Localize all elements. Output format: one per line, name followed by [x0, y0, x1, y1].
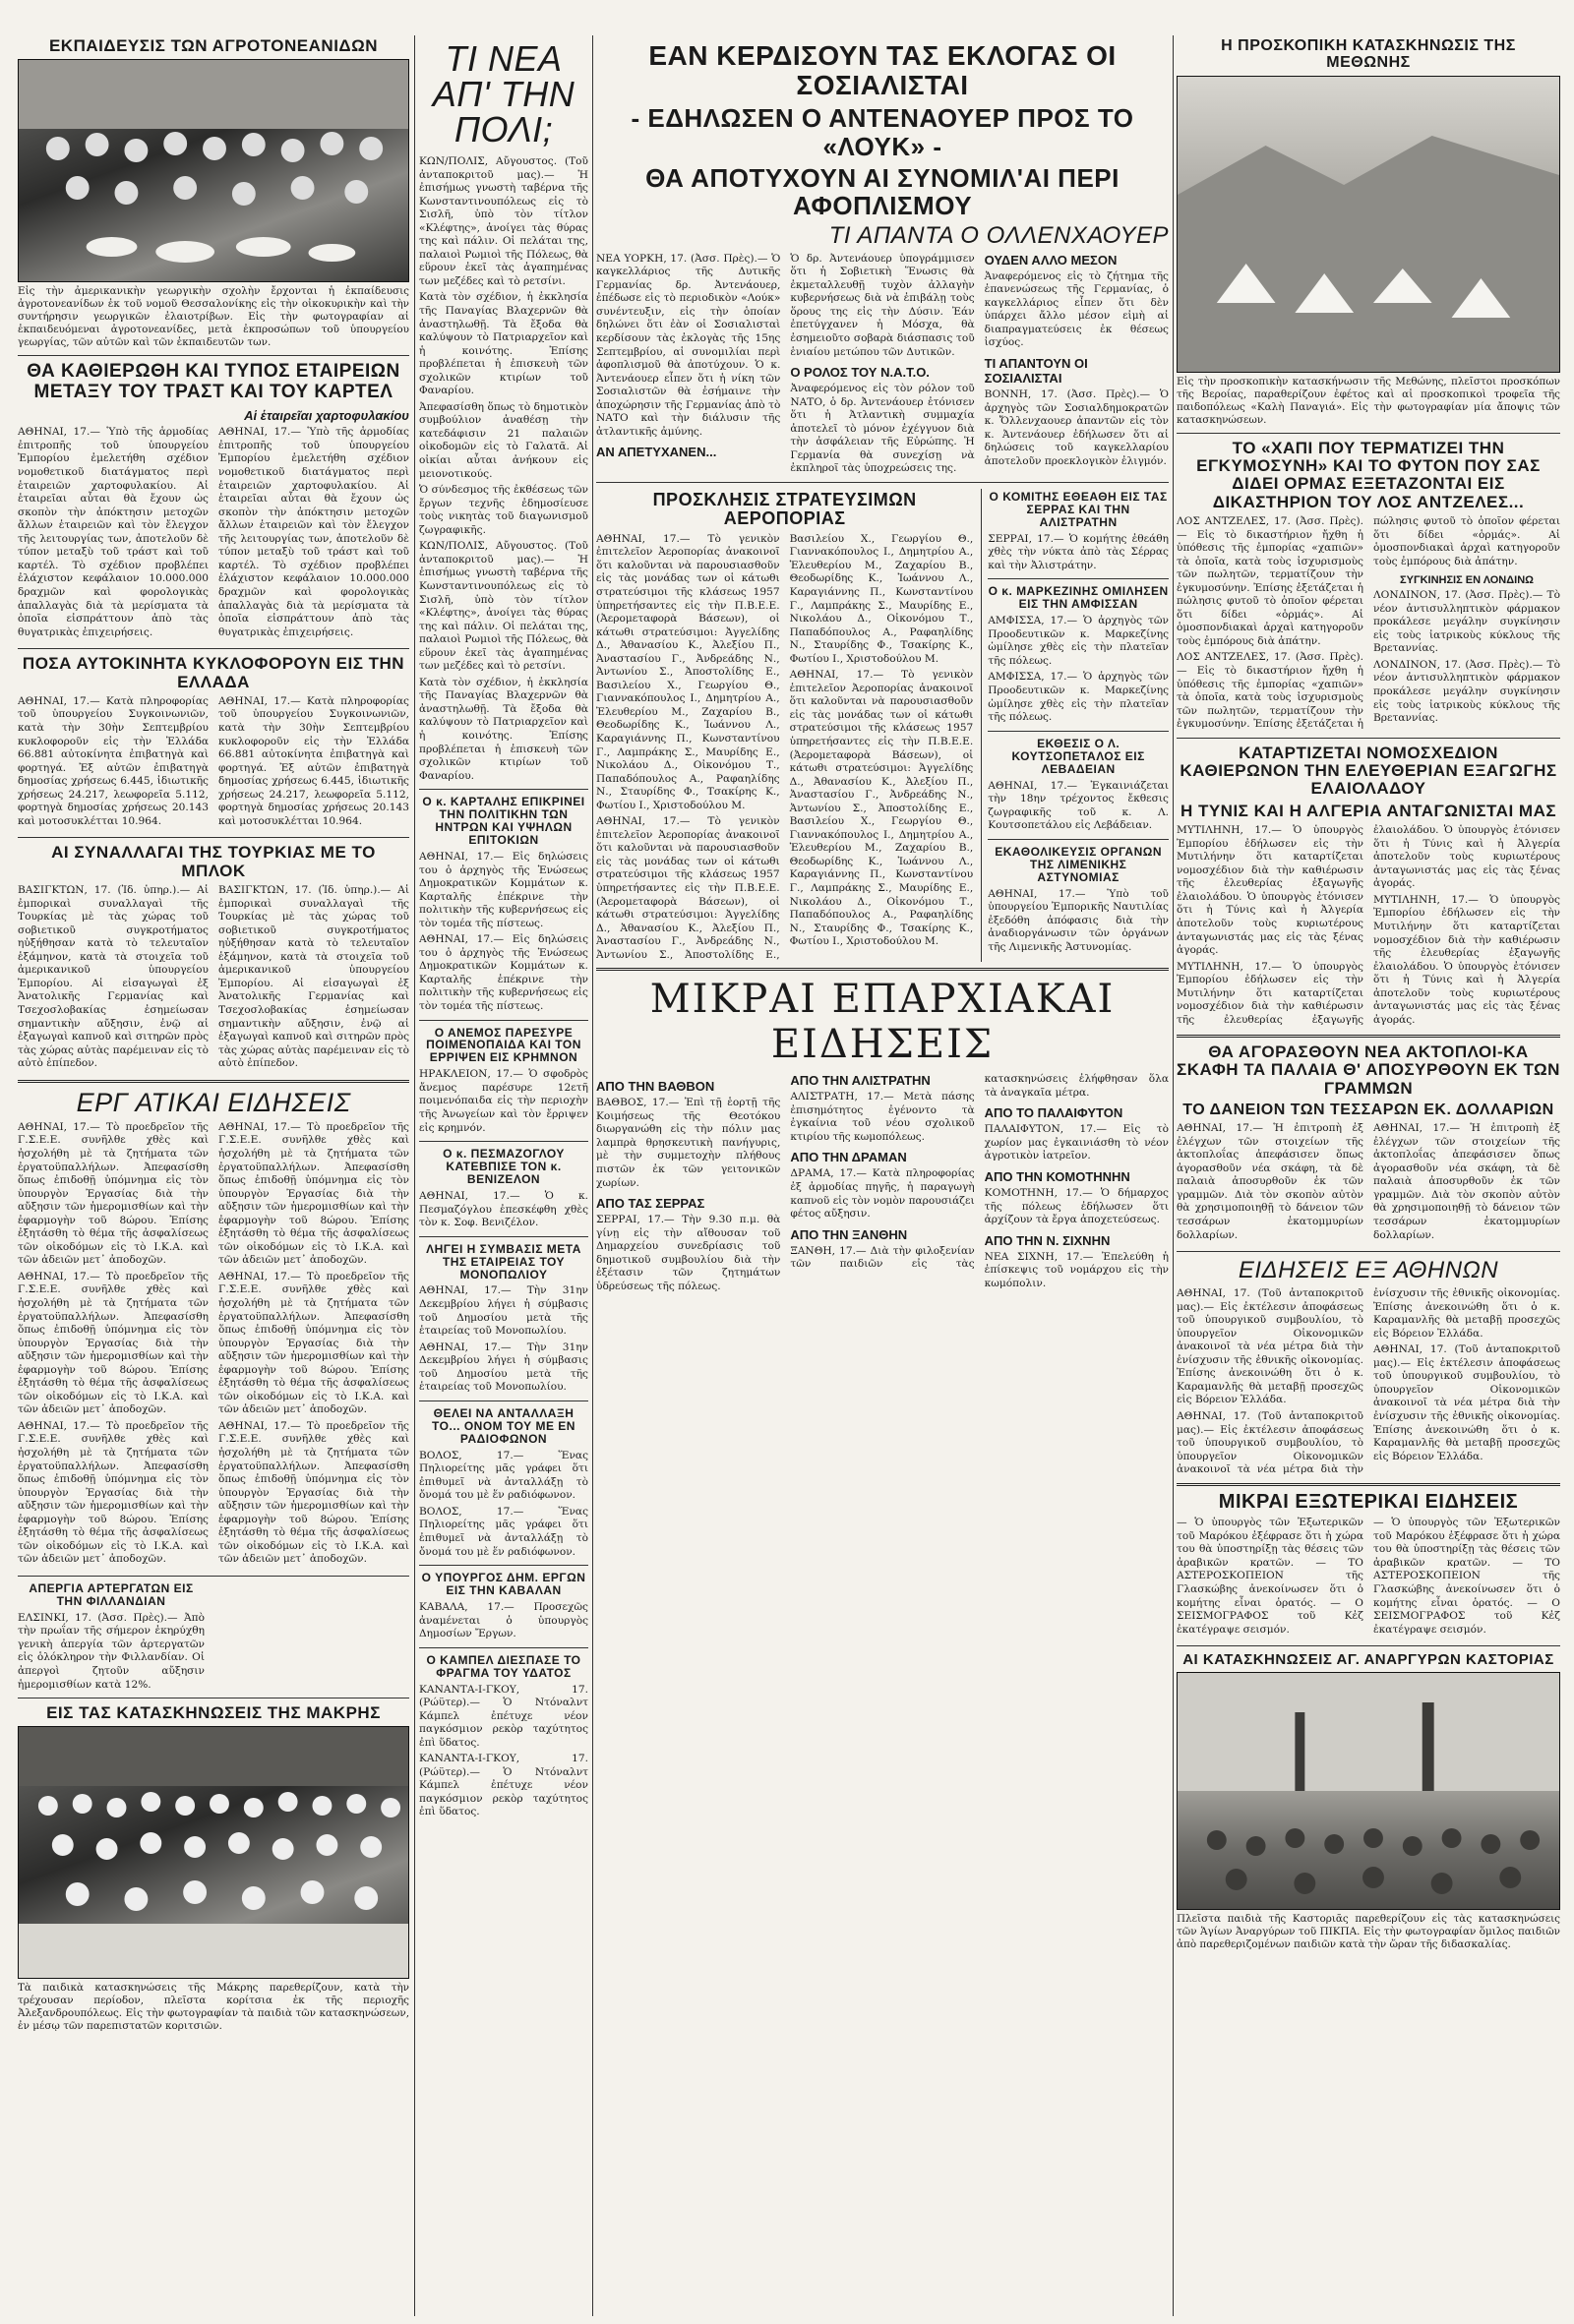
- story-text: ΛΟΣ ΑΝΤΖΕΛΕΣ, 17. (Ἀσσ. Πρὲς).— Εἰς τὸ δικαστήριον ἤχθη ἡ ὑπόθεσις τῆς ἐμπορίας «χαπιῶν» τὰ ὁποῖα, κατὰ τοὺς ἰσχυρισμοὺς τῶν πωλητῶν, τερματίζουν τὴν ἐγκυμοσύνην. Ἐπίσης ἐξετάζεται ἡ πώλησις φυτοῦ τὸ ὁποῖον φέρεται ὅτι δίδει «ὁρμάς». Αἱ ὁμοσπονδιακαὶ ἀρχαὶ κατηγοροῦν τοὺς ἐμπόρους διὰ ἀπάτην.: [1177, 514, 1363, 647]
- divider: [18, 837, 409, 838]
- story-text: ΚΑΝΑΝΤΑ-Ι-ΓΚΟΥ, 17. (Ρώϋτερ).— Ὁ Ντόναλντ Κάμπελ ἐπέτυχε νέον παγκόσμιον ρεκὸρ ταχύτητος ἐπὶ ὕδατος.: [419, 1683, 588, 1749]
- photo1-caption: Εἰς τὴν ἀμερικανικὴν γεωργικὴν σχολὴν ἔρχονται ἡ ἐκπαίδευσις ἀγροτονεανίδων ἐκ τοῦ νομοῦ Θεσσαλονίκης εἰς τὴν οἰκοκυρικὴν καὶ τὴν συντήρησιν γεωργικῶν ἐλαιοτρίβων. Εἰς τὴν φωτογραφίαν αἱ ἐκπαιδευόμεναι ἀγροτονεανίδες, μετὰ ἐκπροσώπων τοῦ ὑπουργείου γεωργίας, τῶν αὐτῶν καὶ τῶν ἐκπαιδευτῶν των.: [18, 285, 409, 349]
- prov-head: ΑΠΟ ΤΗΝ ΑΛΙΣΤΡΑΤΗΝ: [790, 1073, 931, 1089]
- story-text: ΒΟΝΝΗ, 17. (Ἀσσ. Πρὲς).— Ὁ ἀρχηγὸς τῶν Σοσιαλδημοκρατῶν κ. Ὄλλενχαουερ ἀπαντῶν εἰς τὸν κ. Ἀντενάουερ ἐδήλωσεν ὅτι αἱ δηλώσεις τοῦ καγκελλαρίου ἀποτελοῦν προεκλογικὸν ἐλιγμόν.: [984, 387, 1169, 467]
- story-text: ΑΘΗΝΑΙ, 17.— Ὑπὸ τοῦ ὑπουργείου Ἐμπορικῆς Ναυτιλίας ἐξεδόθη ἀπόφασις διὰ τὴν ἀναδιοργάνωσιν τῶν ὀργάνων τῆς Λιμενικῆς Ἀστυνομίας.: [988, 887, 1169, 953]
- photo-agricultural-girls: [18, 59, 409, 282]
- column-1: [18, 35, 409, 2039]
- divider: [18, 1576, 409, 1577]
- story-text: ΑΛΙΣΤΡΑΤΗ, 17.— Μετὰ πάσης ἐπισημότητος ἐγένοντο τὰ ἐγκαίνια τοῦ νέου σχολικοῦ κτιρίου τῆς κωμοπόλεως.: [790, 1091, 975, 1143]
- divider: [419, 1236, 588, 1237]
- group-photo-icon: [19, 60, 408, 281]
- story-text: ΝΕΑ ΣΙΧΝΗ, 17.— Ἐπελεύθη ἡ ἐπίσκεψις τοῦ νομάρχου εἰς τὴν κωμόπολιν.: [984, 1250, 1169, 1289]
- photo-scout-camp: [1177, 76, 1560, 373]
- story-cars-headline: ΠΟΣΑ ΑΥΤΟΚΙΝΗΤΑ ΚΥΚΛΟΦΟΡΟΥΝ ΕΙΣ ΤΗΝ ΕΛΛΑΔΑ: [22, 654, 405, 691]
- pill-headline: ΤΟ «ΧΑΠΙ ΠΟΥ ΤΕΡΜΑΤΙΖΕΙ ΤΗΝ ΕΓΚΥΜΟΣΥΝΗ» ΚΑΙ ΤΟ ΦΥΤΟΝ ΠΟΥ ΣΑΣ ΔΙΔΕΙ ΟΡΜΑΣ ΕΞΕΤΑΖΟΝΤΑΙ ΕΙΣ ΔΙΚΑΣΤΗΡΙΟΝ ΤΟΥ ΛΟΣ ΑΝΤΖΕΛΕΣ...: [1196, 438, 1541, 511]
- story-text: ΜΥΤΙΛΗΝΗ, 17.— Ὁ ὑπουργὸς Ἐμπορίου ἐδήλωσεν εἰς τὴν Μυτιλήνην ὅτι καταρτίζεται νομοσχέδιον διὰ τὴν καθιέρωσιν τῆς ἐλευθερίας ἐξαγωγῆς ἐλαιολάδου. Ὁ ὑπουργὸς ἐτόνισεν ὅτι ἡ Τύνις καὶ ἡ Ἀλγερία ἀποτελοῦν τοὺς κυριωτέρους ἀνταγωνιστάς μας εἰς τὰς ξένας ἀγοράς.: [1177, 824, 1560, 1026]
- city-news-title: ΤΙ ΝΕΑ ΑΠ' ΤΗΝ ΠΟΛΙ;: [432, 39, 575, 149]
- story-turkey-headline: ΑΙ ΣΥΝΑΛΛΑΓΑΙ ΤΗΣ ΤΟΥΡΚΙΑΣ ΜΕ ΤΟ ΜΠΛΟΚ: [51, 843, 376, 880]
- story-text: ΑΘΗΝΑΙ, 17.— Εἰς δηλώσεις του ὁ ἀρχηγὸς τῆς Ἑνώσεως Δημοκρατικῶν Κομμάτων κ. Καρταλῆς ἐπέκρινε τὴν πολιτικὴν τῆς κυβερνήσεως εἰς τὸν τομέα τῆς πίστεως.: [419, 933, 588, 1012]
- photo4-caption: Πλεῖστα παιδιὰ τῆς Καστοριᾶς παρεθερίζουν εἰς τὰς κατασκηνώσεις τῶν Ἁγίων Ἀναργύρων τοῦ ΠΙΚΠΑ. Εἰς τὴν φωτογραφίαν ὅμιλος παιδιῶν ἀπὸ παρεθεριζομένων παιδιῶν κατὰ τὴν ὥραν τῆς διδασκαλίας.: [1177, 1913, 1560, 1951]
- athens-news-headline: ΕΙΔΗΣΕΙΣ ΕΞ ΑΘΗΝΩΝ: [1238, 1257, 1499, 1284]
- story-text: ΑΘΗΝΑΙ, 17.— Τὸ προεδρεῖον τῆς Γ.Σ.Ε.Ε. συνῆλθε χθὲς καὶ ἠσχολήθη μὲ τὰ ζητήματα τῶν ἐργατοϋπαλλήλων. Ἀπεφασίσθη ὅπως ἐπιδοθῇ ὑπόμνημα εἰς τὸν ὑπουργὸν Ἐργασίας διὰ τὴν αὔξησιν τῶν ἡμερομισθίων καὶ τὴν ἐφαρμογὴν τοῦ 8ώρου. Ἐπίσης ἐξητάσθη τὸ θέμα τῆς ἀσφαλίσεως τῶν οἰκοδόμων εἰς τὸ Ι.Κ.Α. καὶ τῶν ἀδειῶν μετ᾽ ἀποδοχῶν.: [18, 1270, 209, 1416]
- athens-news-body: [1177, 1287, 1560, 1477]
- prov-head: ΑΠΟ ΤΗΝ ΔΡΑΜΑΝ: [790, 1150, 907, 1165]
- main-headline-2: - ΕΔΗΛΩΣΕΝ Ο ΑΝΤΕΝΑΟΥΕΡ ΠΡΟΣ ΤΟ «ΛΟΥΚ» -: [631, 103, 1134, 161]
- olive-oil-headline: ΚΑΤΑΡΤΙΖΕΤΑΙ ΝΟΜΟΣΧΕΔΙΟΝ ΚΑΘΙΕΡΩΝΟΝ ΤΗΝ ΕΛΕΥΘΕΡΙΑΝ ΕΞΑΓΩΓΗΣ ΕΛΑΙΟΛΑΔΟΥ: [1180, 743, 1557, 799]
- divider: [419, 789, 588, 790]
- main-headline-3: ΘΑ ΑΠΟΤΥΧΟΥΝ ΑΙ ΣΥΝΟΜΙΛ'ΑΙ ΠΕΡΙ ΑΦΟΠΛΙΣΜΟΥ: [645, 162, 1120, 220]
- photo3-title: Η ΠΡΟΣΚΟΠΙΚΗ ΚΑΤΑΣΚΗΝΩΣΙΣ ΤΗΣ ΜΕΘΩΝΗΣ: [1221, 37, 1516, 72]
- column-3: [596, 39, 1169, 1293]
- pesmazoglou-headline: Ο κ. ΠΕΣΜΑΖΟΓΛΟΥ ΚΑΤΕΒΠΙΣΕ ΤΟΝ κ. ΒΕΝΙΖΕΛΟΝ: [443, 1147, 565, 1187]
- crowd-photo-icon: [19, 1727, 408, 1978]
- divider: [419, 1565, 588, 1566]
- radio-headline: ΘΕΛΕΙ ΝΑ ΑΝΤΑΛΛΑΞΗ ΤΟ... ΟΝΟΜ ΤΟΥ ΜΕ ΕΝ ΡΑΔΙΟΦΩΝΟΝ: [432, 1405, 575, 1446]
- divider: [1177, 1035, 1560, 1038]
- story-text: ΑΘΗΝΑΙ, 17. (Τοῦ ἀνταποκριτοῦ μας).— Εἰς ἐκτέλεσιν ἀποφάσεως τοῦ ὑπουργικοῦ συμβουλίου, τὸ ὑπουργεῖον Οἰκονομικῶν ἀνακοινοῖ τὰ νέα μέτρα διὰ τὴν ἐνίσχυσιν τῆς ἐθνικῆς οἰκονομίας. Ἐπίσης ἀνεκοινώθη ὅτι ὁ κ. Καραμανλῆς θὰ μεταβῇ προσεχῶς εἰς Βόρειον Ἑλλάδα.: [1177, 1287, 1560, 1476]
- story-text: ΚΟΜΟΤΗΝΗ, 17.— Ὁ δήμαρχος τῆς πόλεως ἐδήλωσεν ὅτι ἀρχίζουν τὰ ἔργα ἀποχετεύσεως.: [984, 1187, 1169, 1226]
- story-text: — Ὁ ὑπουργὸς τῶν Ἐξωτερικῶν τοῦ Μαρόκου ἐξέφρασε ὅτι ἡ χώρα του θὰ ὑποστηρίξῃ τὰς θέσεις τῶν ἀραβικῶν κρατῶν. — ΤΟ ΑΣΤΕΡΟΣΚΟΠΕΙΟΝ τῆς Γλασκώβης ἀνεκοίνωσεν ὅτι ὁ κομήτης εἶναι ὁρατός. — Ο ΣΕΙΣΜΟΓΡΑΦΟΣ τοῦ Κἐζ ἐκατέγραψε σεισμόν.: [1177, 1517, 1363, 1636]
- main-headline-1: ΕΑΝ ΚΕΡΔΙΣΟΥΝ ΤΑΣ ΕΚΛΟΓΑΣ ΟΙ ΣΟΣΙΑΛΙΣΤΑΙ: [648, 40, 1117, 101]
- story-text: ΑΘΗΝΑΙ, 17.— Εἰς δηλώσεις του ὁ ἀρχηγὸς τῆς Ἑνώσεως Δημοκρατικῶν Κομμάτων κ. Καρταλῆς ἐπέκρινε τὴν πολιτικὴν τῆς κυβερνήσεως εἰς τὸν τομέα τῆς πίστεως.: [419, 850, 588, 929]
- divider: [18, 355, 409, 356]
- camp-landscape-icon: [1178, 77, 1559, 372]
- story-text: ΑΘΗΝΑΙ, 17.— Τὸ προεδρεῖον τῆς Γ.Σ.Ε.Ε. συνῆλθε χθὲς καὶ ἠσχολήθη μὲ τὰ ζητήματα τῶν ἐργατοϋπαλλήλων. Ἀπεφασίσθη ὅπως ἐπιδοθῇ ὑπόμνημα εἰς τὸν ὑπουργὸν Ἐργασίας διὰ τὴν αὔξησιν τῶν ἡμερομισθίων καὶ τὴν ἐφαρμογὴν τοῦ 8ώρου. Ἐπίσης ἐξητάσθη τὸ θέμα τῆς ἀσφαλίσεως τῶν οἰκοδόμων εἰς τὸ Ι.Κ.Α. καὶ τῶν ἀδειῶν μετ᾽ ἀποδοχῶν.: [18, 1120, 209, 1267]
- story-text: ΑΘΗΝΑΙ, 17. (Τοῦ ἀνταποκριτοῦ μας).— Εἰς ἐκτέλεσιν ἀποφάσεως τοῦ ὑπουργικοῦ συμβουλίου, τὸ ὑπουργεῖον Οἰκονομικῶν ἀνακοινοῖ τὰ νέα μέτρα διὰ τὴν ἐνίσχυσιν τῆς ἐθνικῆς οἰκονομίας. Ἐπίσης ἀνεκοινώθη ὅτι ὁ κ. Καραμανλῆς θὰ μεταβῇ προσεχῶς εἰς Βόρειον Ἑλλάδα.: [1177, 1287, 1363, 1406]
- middle-section: [596, 489, 1169, 962]
- story-text: ΔΡΑΜΑ, 17.— Κατὰ πληροφορίας ἐξ ἀρμοδίας πηγῆς, ἡ παραγωγὴ καπνοῦ εἰς τὸν νομὸν παρουσιάζει φέτος αὔξησιν.: [790, 1167, 975, 1221]
- story-text: ΑΜΦΙΣΣΑ, 17.— Ὁ ἀρχηγὸς τῶν Προοδευτικῶν κ. Μαρκεζίνης ὡμίλησε χθὲς εἰς τὴν πλατεῖαν τῆς πόλεως.: [988, 671, 1169, 724]
- monopoly-headline: ΛΗΓΕΙ Η ΣΥΜΒΑΣΙΣ ΜΕΤΑ ΤΗΣ ΕΤΑΙΡΕΙΑΣ ΤΟΥ ΜΟΝΟΠΩΛΙΟΥ: [426, 1241, 581, 1281]
- story-text: ΒΑΣΙΓΚΤΩΝ, 17. (Ἰδ. ὑπηρ.).— Αἱ ἐμπορικαὶ συναλλαγαὶ τῆς Τουρκίας μὲ τὰς χώρας τοῦ σοβιετικοῦ συγκροτήματος ηὐξήθησαν κατὰ τὸ τελευταῖον ἑξάμηνον, κατὰ τὰ στοιχεῖα τοῦ ἀμερικανικοῦ ὑπουργείου Ἐμπορίου. Αἱ εἰσαγωγαὶ ἐξ Ἀνατολικῆς Γερμανίας καὶ Τσεχοσλοβακίας ἐσημείωσαν σημαντικὴν αὔξησιν, ἐνῷ αἱ ἐξαγωγαὶ καπνοῦ καὶ σιτηρῶν πρὸς τὰς χώρας αὐτὰς παρέμειναν εἰς τὸ αὐτὸ ἐπίπεδον.: [18, 884, 209, 1070]
- prov-head: ΑΠΟ ΤΟ ΠΑΛΑΙΦΥΤΟΝ: [984, 1105, 1123, 1121]
- story-text: ΛΟΝΔΙΝΟΝ, 17. (Ἀσσ. Πρὲς).— Τὸ νέον ἀντισυλληπτικὸν φάρμακον προκάλεσε μεγάλην συγκίνησιν εἰς τοὺς ἰατρικοὺς κύκλους τῆς Βρεταννίας.: [1373, 658, 1560, 725]
- story-text: ΚΑΒΑΛΑ, 17.— Προσεχῶς ἀναμένεται ὁ ὑπουργὸς Δημοσίων Ἔργων.: [419, 1601, 588, 1640]
- exhibition-headline: ΕΚΘΕΣΙΣ Ο Λ. ΚΟΥΤΣΟΠΕΤΑΛΟΣ ΕΙΣ ΛΕΒΑΔΕΙΑΝ: [1011, 736, 1145, 776]
- story-trust-cartel-headline: ΘΑ ΚΑΘΙΕΡΩΘΗ ΚΑΙ ΤΥΠΟΣ ΕΤΑΙΡΕΙΩΝ ΜΕΤΑΞΥ ΤΟΥ ΤΡΑΣΤ ΚΑΙ ΤΟΥ ΚΑΡΤΕΛ: [27, 361, 400, 402]
- prov-head: ΑΠΟ ΤΑΣ ΣΕΡΡΑΣ: [596, 1196, 705, 1212]
- story-text: Ἀναφερόμενος εἰς τὸν ρόλον τοῦ ΝΑΤΟ, ὁ δρ. Ἀντενάουερ ἐτόνισεν ὅτι ἡ Ἀτλαντικὴ συμμαχία ἀποτελεῖ τὸ μόνον ἐχέγγυον διὰ τὴν ἀσφάλειαν τῆς Εὐρώπης. Ἡ Γερμανία θὰ συνεχίσῃ νὰ ἐκπληροῖ τὰς ὑποχρεώσεις της.: [790, 383, 975, 475]
- divider: [1177, 433, 1560, 434]
- story-text: ΞΑΝΘΗ, 17.— Διὰ τὴν φιλοξενίαν τῶν παιδιῶν εἰς τὰς κατασκηνώσεις ἐλήφθησαν ὅλα τὰ ἀναγκαῖα μέτρα.: [790, 1073, 1169, 1271]
- story-text: ΑΘΗΝΑΙ, 17.— Τὸ προεδρεῖον τῆς Γ.Σ.Ε.Ε. συνῆλθε χθὲς καὶ ἠσχολήθη μὲ τὰ ζητήματα τῶν ἐργατοϋπαλλήλων. Ἀπεφασίσθη ὅπως ἐπιδοθῇ ὑπόμνημα εἰς τὸν ὑπουργὸν Ἐργασίας διὰ τὴν αὔξησιν τῶν ἡμερομισθίων καὶ τὴν ἐφαρμογὴν τοῦ 8ώρου. Ἐπίσης ἐξητάσθη τὸ θέμα τῆς ἀσφαλίσεως τῶν οἰκοδόμων εἰς τὸ Ι.Κ.Α. καὶ τῶν ἀδειῶν μετ᾽ ἀποδοχῶν.: [218, 1120, 409, 1267]
- campbell-headline: Ο ΚΑΜΠΕΛ ΔΙΕΣΠΑΣΕ ΤΟ ΦΡΑΓΜΑ ΤΟΥ ΥΔΑΤΟΣ: [426, 1652, 581, 1680]
- subhead-d: ΤΙ ΑΠΑΝΤΟΥΝ ΟΙ ΣΟΣΙΑΛΙΣΤΑΙ: [984, 355, 1088, 386]
- story-text: ΚΑΝΑΝΤΑ-Ι-ΓΚΟΥ, 17. (Ρώϋτερ).— Ὁ Ντόναλντ Κάμπελ ἐπέτυχε νέον παγκόσμιον ρεκὸρ ταχύτητος ἐπὶ ὕδατος.: [419, 1753, 588, 1818]
- photo2-caption: Τὰ παιδικὰ κατασκηνώσεις τῆς Μάκρης παρεθερίζουν, κατὰ τὴν τρέχουσαν περίοδον, πλεῖστα κορίτσια ἐκ τῆς περιοχῆς Ἀλεξανδρουπόλεως. Εἰς τὴν φωτογραφίαν τὰ παιδιὰ τῶν κατασκηνώσεων, ἐν μέσῳ τῶν παρεπιστατῶν κοριτσιῶν.: [18, 1982, 409, 2033]
- story-text: ΒΟΛΟΣ, 17.— Ἕνας Πηλιορείτης μᾶς γράφει ὅτι ἐπιθυμεῖ νὰ ἀνταλλάξῃ τὸ ὄνομά του μὲ ἕν ραδιόφωνον.: [419, 1505, 588, 1558]
- provincial-news-title: ΜΙΚΡΑΙ ΕΠΑΡΧΙΑΚΑΙ ΕΙΔΗΣΕΙΣ: [649, 977, 1116, 1068]
- divider: [1177, 1251, 1560, 1252]
- story-text: ΗΡΑΚΛΕΙΟΝ, 17.— Ὁ σφοδρὸς ἄνεμος παρέσυρε 12ετῆ ποιμενόπαιδα εἰς τὴν περιοχὴν τῆς Ἀνωγείων καὶ τὸν ἔρριψεν εἰς κρημνόν.: [419, 1068, 588, 1134]
- divider: [1177, 1483, 1560, 1486]
- story-text: ΑΘΗΝΑΙ, 17.— Ὑπὸ τῆς ἁρμοδίας ἐπιτροπῆς τοῦ ὑπουργείου Ἐμπορίου ἐμελετήθη σχέδιον νομοθετικοῦ διατάγματος περὶ ἑταιρειῶν χαρτοφυλακίου. Αἱ ἑταιρεῖαι αὗται θὰ ἔχουν ὡς σκοπὸν τὴν ἀπόκτησιν μετοχῶν ἄλλων ἑταιρειῶν καὶ τὸν ἔλεγχον τῆς λειτουργίας των, ἀποτελοῦν δὲ τύπον μεταξὺ τοῦ τράστ καὶ τοῦ καρτέλ. Τὸ σχέδιον προβλέπει ἐλάχιστον κεφάλαιον 10.000.000 δραχμῶν καὶ φορολογικὰς ἀπαλλαγὰς διὰ τὰ μερίσματα τὰ ὁποῖα εἰσπράττουν ἀπὸ τὰς θυγατρικὰς ἐπιχειρήσεις.: [18, 426, 209, 638]
- column-2: [419, 39, 588, 1822]
- story-turkey-body: [18, 884, 409, 1074]
- story-trust-cartel-subhead: Αἱ ἑταιρεῖαι χαρτοφυλακίου: [244, 408, 409, 424]
- story-text: ΜΥΤΙΛΗΝΗ, 17.— Ὁ ὑπουργὸς Ἐμπορίου ἐδήλωσεν εἰς τὴν Μυτιλήνην ὅτι καταρτίζεται νομοσχέδιον διὰ τὴν καθιέρωσιν τῆς ἐλευθερίας ἐξαγωγῆς ἐλαιολάδου. Ὁ ὑπουργὸς ἐτόνισεν ὅτι ἡ Τύνις καὶ ἡ Ἀλγερία ἀποτελοῦν τοὺς κυριωτέρους ἀνταγωνιστάς μας εἰς τὰς ξένας ἀγοράς.: [1373, 893, 1560, 1026]
- divider: [419, 1141, 588, 1142]
- story-text: ΛΟΝΔΙΝΟΝ, 17. (Ἀσσ. Πρὲς).— Τὸ νέον ἀντισυλληπτικὸν φάρμακον προκάλεσε μεγάλην συγκίνησιν εἰς τοὺς ἰατρικοὺς κύκλους τῆς Βρεταννίας.: [1373, 589, 1560, 655]
- divider: [596, 482, 1169, 483]
- prov-head: ΑΠΟ ΤΗΝ ΚΟΜΟΤΗΝΗΝ: [984, 1169, 1130, 1184]
- prov-head: ΑΠΟ ΤΗΝ ΒΑΘΒΟΝ: [596, 1079, 715, 1095]
- story-text: ΑΘΗΝΑΙ, 17.— Τὸ προεδρεῖον τῆς Γ.Σ.Ε.Ε. συνῆλθε χθὲς καὶ ἠσχολήθη μὲ τὰ ζητήματα τῶν ἐργατοϋπαλλήλων. Ἀπεφασίσθη ὅπως ἐπιδοθῇ ὑπόμνημα εἰς τὸν ὑπουργὸν Ἐργασίας διὰ τὴν αὔξησιν τῶν ἡμερομισθίων καὶ τὴν ἐφαρμογὴν τοῦ 8ώρου. Ἐπίσης ἐξητάσθη τὸ θέμα τῆς ἀσφαλίσεως τῶν οἰκοδόμων εἰς τὸ Ι.Κ.Α. καὶ τῶν ἀδειῶν μετ᾽ ἀποδοχῶν.: [218, 1270, 409, 1416]
- story-text: ΑΘΗΝΑΙ, 17. (Τοῦ ἀνταποκριτοῦ μας).— Εἰς ἐκτέλεσιν ἀποφάσεως τοῦ ὑπουργικοῦ συμβουλίου, τὸ ὑπουργεῖον Οἰκονομικῶν ἀνακοινοῖ τὰ νέα μέτρα διὰ τὴν ἐνίσχυσιν τῆς ἐθνικῆς οἰκονομίας. Ἐπίσης ἀνεκοινώθη ὅτι ὁ κ. Καραμανλῆς θὰ μεταβῇ προσεχῶς εἰς Βόρειον Ἑλλάδα.: [1373, 1343, 1560, 1462]
- photo-kastoria-camps: [1177, 1672, 1560, 1910]
- divider: [419, 1647, 588, 1648]
- provincial-news-body: [596, 1073, 1169, 1293]
- story-text: ΑΘΗΝΑΙ, 17.— Ἡ ἐπιτροπὴ ἐξ ἐλέγχων τῶν στοιχείων τῆς ἀκτοπλοΐας ἀπεφάσισεν ὅπως ἀγορασθοῦν νέα σκάφη, τὰ δὲ παλαιὰ ἀποσυρθοῦν ἐκ τῶν γραμμῶν. Διὰ τὸν σκοπὸν αὐτὸν θὰ χρησιμοποιηθῇ τὸ δάνειον τῶν τεσσάρων ἑκατομμυρίων δολλαρίων.: [1373, 1122, 1560, 1241]
- story-text: ΑΘΗΝΑΙ, 17.— Ἡ ἐπιτροπὴ ἐξ ἐλέγχων τῶν στοιχείων τῆς ἀκτοπλοΐας ἀπεφάσισεν ὅπως ἀγορασθοῦν νέα σκάφη, τὰ δὲ παλαιὰ ἀποσυρθοῦν ἐκ τῶν γραμμῶν. Διὰ τὸν σκοπὸν αὐτὸν θὰ χρησιμοποιηθῇ τὸ δάνειον τῶν τεσσάρων ἑκατομμυρίων δολλαρίων.: [1177, 1122, 1363, 1241]
- story-text: ΑΘΗΝΑΙ, 17.— Ἐγκαινιάζεται τὴν 18ην τρέχοντος ἔκθεσις ζωγραφικῆς τοῦ κ. Λ. Κουτσοπετάλου εἰς Λεβάδειαν.: [988, 779, 1169, 832]
- story-trust-cartel-body: [18, 426, 409, 642]
- story-text: ΑΘΗΝΑΙ, 17.— Ὑπὸ τῆς ἁρμοδίας ἐπιτροπῆς τοῦ ὑπουργείου Ἐμπορίου ἐμελετήθη σχέδιον νομοθετικοῦ διατάγματος περὶ ἑταιρειῶν χαρτοφυλακίου. Αἱ ἑταιρεῖαι αὗται θὰ ἔχουν ὡς σκοπὸν τὴν ἀπόκτησιν μετοχῶν ἄλλων ἑταιρειῶν καὶ τὸν ἔλεγχον τῆς λειτουργίας των, ἀποτελοῦν δὲ τύπον μεταξὺ τοῦ τράστ καὶ τοῦ καρτέλ. Τὸ σχέδιον προβλέπει ἐλάχιστον κεφάλαιον 10.000.000 δραχμῶν καὶ φορολογικὰς ἀπαλλαγὰς διὰ τὰ μερίσματα τὰ ὁποῖα εἰσπράττουν ἀπὸ τὰς θυγατρικὰς ἐπιχειρήσεις.: [218, 426, 409, 638]
- main-subhead: ΤΙ ΑΠΑΝΤΑ Ο ΟΛΛΕΝΧΑΟΥΕΡ: [828, 221, 1169, 249]
- airforce-block: [596, 489, 973, 962]
- ships-body: [1177, 1122, 1560, 1245]
- story-text: ΑΘΗΝΑΙ, 17.— Κατὰ πληροφορίας τοῦ ὑπουργείου Συγκοινωνιῶν, κατὰ τὴν 30ὴν Σεπτεμβρίου κυκλοφοροῦν εἰς τὴν Ἑλλάδα 66.881 αὐτοκίνητα ἐπιβατηγὰ καὶ φορτηγά. Ἐξ αὐτῶν ἐπιβατηγὰ δημοσίας χρήσεως 6.445, ἰδιωτικῆς χρήσεως 24.217, λεωφορεῖα 5.112, φορτηγὰ δημοσίας χρήσεως 20.143 καὶ μοτοσυκλέτται 10.964.: [18, 694, 209, 827]
- story-text: Ὁ δρ. Ἀντενάουερ ὑπογράμμισεν ὅτι ἡ Σοβιετικὴ Ἕνωσις θὰ ἐκμεταλλευθῇ τυχὸν ἀλλαγὴν κυβερνήσεως διὰ νὰ ἐπιβάλῃ τοὺς ὅρους της εἰς τὴν Δύσιν. Ἐάν ἐπετύγχανεν ἡ Μόσχα, θὰ ἐσημειοῦτο σοβαρὰ διάσπασις τοῦ ἑνιαίου μετώπου τῶν Δυτικῶν.: [790, 252, 975, 358]
- story-text: ΒΑΘΒΟΣ, 17.— Ἐπὶ τῇ ἑορτῇ τῆς Κοιμήσεως τῆς Θεοτόκου διωργανώθη εἰς τὴν πόλιν μας λαμπρὰ θρησκευτικὴ πανήγυρις, μὲ τὴν συμμετοχὴν πλήθους πιστῶν ἐκ τῶν γειτονικῶν χωρίων.: [596, 1097, 781, 1189]
- divider: [988, 578, 1169, 579]
- story-text: ΑΘΗΝΑΙ, 17.— Τὸ γενικὸν ἐπιτελεῖον Ἀεροπορίας ἀνακοινοῖ ὅτι καλοῦνται νὰ παρουσιασθοῦν εἰς τὰς μονάδας των οἱ κάτωθι στρατεύσιμοι τῆς κλάσεως 1957 ὑπηρετήσαντες εἰς τὴν Π.Β.Ε.Ε. (Ἀερομεταφορὰ Βάσεων), οἱ κάτωθι στρατεύσιμοι: Ἀγγελίδης Δ., Ἀθανασίου Κ., Ἀλεξίου Π., Ἀναστασίου Γ., Ἀνδρεάδης Ν., Ἀντωνίου Σ., Ἀποστολίδης Ε., Βασιλείου Χ., Γεωργίου Θ., Γιαννακόπουλος Ι., Δημητρίου Α., Ἐλευθερίου Μ., Ζαχαρίου Β., Θεοδωρίδης Κ., Ἰωάννου Λ., Καραγιάννης Π., Κωνσταντίνου Γ., Λαμπράκης Σ., Μαυρίδης Ε., Νικολάου Δ., Οἰκονόμου Τ., Παπαδόπουλος Α., Ραφαηλίδης Ν., Σταυρίδης Φ., Τσακίρης Κ., Φωτίου Ι., Χριστοδούλου Μ.: [789, 669, 974, 948]
- story-text: ΑΘΗΝΑΙ, 17.— Κατὰ πληροφορίας τοῦ ὑπουργείου Συγκοινωνιῶν, κατὰ τὴν 30ὴν Σεπτεμβρίου κυκλοφοροῦν εἰς τὴν Ἑλλάδα 66.881 αὐτοκίνητα ἐπιβατηγὰ καὶ φορτηγά. Ἐξ αὐτῶν ἐπιβατηγὰ δημοσίας χρήσεως 6.445, ἰδιωτικῆς χρήσεως 24.217, λεωφορεῖα 5.112, φορτηγὰ δημοσίας χρήσεως 20.143 καὶ μοτοσυκλέτται 10.964.: [218, 694, 409, 827]
- strike-finland-headline: ΑΠΕΡΓΙΑ ΑΡΤΕΡΓΑΤΩΝ ΕΙΣ ΤΗΝ ΦΙΛΛΑΝΔΙΑΝ: [29, 1580, 194, 1608]
- kartalis-headline: Ο κ. ΚΑΡΤΑΛΗΣ ΕΠΙΚΡΙΝΕΙ ΤΗΝ ΠΟΛΙΤΙΚΗΝ ΤΩΝ ΗΝΤΡΩΝ ΚΑΙ ΥΨΗΛΩΝ ΕΠΙΤΟΚΙΩΝ: [422, 795, 585, 848]
- divider: [18, 648, 409, 649]
- story-text: ΑΘΗΝΑΙ, 17.— Τὸ γενικὸν ἐπιτελεῖον Ἀεροπορίας ἀνακοινοῖ ὅτι καλοῦνται νὰ παρουσιασθοῦν εἰς τὰς μονάδας των οἱ κάτωθι στρατεύσιμοι τῆς κλάσεως 1957 ὑπηρετήσαντες εἰς τὴν Π.Β.Ε.Ε. (Ἀερομεταφορὰ Βάσεων), οἱ κάτωθι στρατεύσιμοι: Ἀγγελίδης Δ., Ἀθανασίου Κ., Ἀλεξίου Π., Ἀναστασίου Γ., Ἀνδρεάδης Ν., Ἀντωνίου Σ., Ἀποστολίδης Ε., Βασιλείου Χ., Γεωργίου Θ., Γιαννακόπουλος Ι., Δημητρίου Α., Ἐλευθερίου Μ., Ζαχαρίου Β., Θεοδωρίδης Κ., Ἰωάννου Λ., Καραγιάννης Π., Κωνσταντίνου Γ., Λαμπράκης Σ., Μαυρίδης Ε., Νικολάου Δ., Οἰκονόμου Τ., Παπαδόπουλος Α., Ραφαηλίδης Ν., Σταυρίδης Φ., Τσακίρης Κ., Φωτίου Ι., Χριστοδούλου Μ.: [596, 532, 780, 811]
- column-rule: [592, 35, 593, 2316]
- minister-kavala-headline: Ο ΥΠΟΥΡΓΟΣ ΔΗΜ. ΕΡΓΩΝ ΕΙΣ ΤΗΝ ΚΑΒΑΛΑΝ: [421, 1571, 586, 1598]
- foreign-news-headline: ΜΙΚΡΑΙ ΕΞΩΤΕΡΙΚΑΙ ΕΙΔΗΣΕΙΣ: [1218, 1490, 1519, 1513]
- photo3-caption: Εἰς τὴν προσκοπικὴν κατασκήνωσιν τῆς Μεθώνης, πλεῖστοι προσκόπων τῆς Βεροίας, παραθερίζουν ἐφέτος καὶ αἱ προσκοπικοὶ τροφεῖα τῆς παιδοπόλεως «Καλὴ Παναγιά». Εἰς τὴν φωτογραφίαν μία ἄποψις τῶν κατασκηνώσεων.: [1177, 375, 1560, 426]
- photo-makri-camps: [18, 1726, 409, 1979]
- story-text: ΑΘΗΝΑΙ, 17.— Ὁ κ. Πεσμαζόγλου ἐπεσκέφθη χθὲς τὸν κ. Σοφ. Βενιζέλον.: [419, 1189, 588, 1229]
- story-text: ΑΘΗΝΑΙ, 17.— Τὴν 31ην Δεκεμβρίου λήγει ἡ σύμβασις τοῦ Δημοσίου μετὰ τῆς ἑταιρείας τοῦ Μονοπωλίου.: [419, 1341, 588, 1394]
- foreign-news-body: [1177, 1517, 1560, 1639]
- photo4-title: ΑΙ ΚΑΤΑΣΚΗΝΩΣΕΙΣ ΑΓ. ΑΝΑΡΓΥΡΩΝ ΚΑΣΤΟΡΙΑΣ: [1182, 1651, 1554, 1669]
- story-text: ΚΩΝ/ΠΟΛΙΣ, Αὔγουστος. (Τοῦ ἀνταποκριτοῦ μας).— Ἡ ἐπισήμως γνωστὴ ταβέρνα τῆς Κωνσταντινουπόλεως εἰς τὸ Σισλῆ, ὑπὸ τὸν τίτλον «Κλέφτης», ἀνοίγει τὰς θύρας της καὶ πάλιν. Οἱ πελάται της, παλαιοὶ Ρωμιοὶ τῆς Πόλεως, θὰ εὕρουν ἐκεῖ τὰς ἀγαπημένας των μεζέδες καὶ τὸ ρετσίνι.: [419, 540, 588, 673]
- story-text: ΚΩΝ/ΠΟΛΙΣ, Αὔγουστος. (Τοῦ ἀνταποκριτοῦ μας).— Ἡ ἐπισήμως γνωστὴ ταβέρνα τῆς Κωνσταντινουπόλεως εἰς τὸ Σισλῆ, ὑπὸ τὸν τίτλον «Κλέφτης», ἀνοίγει τὰς θύρας της καὶ πάλιν. Οἱ πελάται της, παλαιοὶ Ρωμιοὶ τῆς Πόλεως, θὰ εὕρουν ἐκεῖ τὰς ἀγαπημένας των μεζέδες καὶ τὸ ρετσίνι.: [419, 155, 588, 287]
- story-text: ΑΜΦΙΣΣΑ, 17.— Ὁ ἀρχηγὸς τῶν Προοδευτικῶν κ. Μαρκεζίνης ὡμίλησε χθὲς εἰς τὴν πλατεῖαν τῆς πόλεως.: [988, 615, 1169, 667]
- divider: [419, 1020, 588, 1021]
- story-text: ΕΛΣΙΝΚΙ, 17. (Ἀσσ. Πρὲς).— Ἀπὸ τὴν πρωΐαν τῆς σήμερον ἐκηρύχθη γενικὴ ἀπεργία τῶν ἀρτεργατῶν εἰς ὁλόκληρον τὴν Φιλλανδίαν. Οἱ ἀπεργοὶ ζητοῦν αὔξησιν ἡμερομισθίων κατὰ 12%.: [18, 1611, 205, 1691]
- story-text: ΑΘΗΝΑΙ, 17.— Τὸ γενικὸν ἐπιτελεῖον Ἀεροπορίας ἀνακοινοῖ ὅτι καλοῦνται νὰ παρουσιασθοῦν εἰς τὰς μονάδας των οἱ κάτωθι στρατεύσιμοι τῆς κλάσεως 1957 ὑπηρετήσαντες εἰς τὴν Π.Β.Ε.Ε. (Ἀερομεταφορὰ Βάσεων), οἱ κάτωθι στρατεύσιμοι: Ἀγγελίδης Δ., Ἀθανασίου Κ., Ἀλεξίου Π., Ἀναστασίου Γ., Ἀνδρεάδης Ν., Ἀντωνίου Σ., Ἀποστολίδης Ε., Βασιλείου Χ., Γεωργίου Θ., Γιαννακόπουλος Ι., Δημητρίου Α., Ἐλευθερίου Μ., Ζαχαρίου Β., Θεοδωρίδης Κ., Ἰωάννου Λ., Καραγιάννης Π., Κωνσταντίνου Γ., Λαμπράκης Σ., Μαυρίδης Ε., Νικολάου Δ., Οἰκονόμου Τ., Παπαδόπουλος Α., Ραφαηλίδης Ν., Σταυρίδης Φ., Τσακίρης Κ., Φωτίου Ι., Χριστοδούλου Μ.: [596, 532, 974, 961]
- story-text: ΣΕΡΡΑΙ, 17.— Ὁ κομήτης ἐθεάθη χθὲς τὴν νύκτα ἀπὸ τὰς Σέρρας καὶ τὴν Ἀλιστράτην.: [988, 532, 1169, 571]
- pill-body: [1177, 515, 1560, 732]
- labour-news-body: [18, 1121, 409, 1570]
- story-text: Κατὰ τὸν σχέδιον, ἡ ἐκκλησία τῆς Παναγίας Βλαχερνῶν θὰ ἀναστηλωθῇ. Τὰ ἔξοδα θὰ καλύψουν τὸ Πατριαρχεῖον καὶ ἡ κοινότης. Ἐπίσης προβλέπεται ἡ ἐπισκευὴ τῶν σχολικῶν κτιρίων τοῦ Φαναρίου.: [419, 676, 588, 782]
- divider: [18, 1080, 409, 1083]
- story-text: ΑΘΗΝΑΙ, 17.— Τὸ προεδρεῖον τῆς Γ.Σ.Ε.Ε. συνῆλθε χθὲς καὶ ἠσχολήθη μὲ τὰ ζητήματα τῶν ἐργατοϋπαλλήλων. Ἀπεφασίσθη ὅπως ἐπιδοθῇ ὑπόμνημα εἰς τὸν ὑπουργὸν Ἐργασίας διὰ τὴν αὔξησιν τῶν ἡμερομισθίων καὶ τὴν ἐφαρμογὴν τοῦ 8ώρου. Ἐπίσης ἐξητάσθη τὸ θέμα τῆς ἀσφαλίσεως τῶν οἰκοδόμων εἰς τὸ Ι.Κ.Α. καὶ τῶν ἀδειῶν μετ᾽ ἀποδοχῶν.: [218, 1419, 409, 1566]
- ships-headline: ΘΑ ΑΓΟΡΑΣΘΟΥΝ ΝΕΑ ΑΚΤΟΠΛΟΙ-ΚΑ ΣΚΑΦΗ ΤΑ ΠΑΛΑΙΑ Θ' ΑΠΟΣΥΡΘΟΥΝ ΕΚ ΤΩΝ ΓΡΑΜΜΩΝ: [1177, 1042, 1560, 1098]
- olive-oil-subhead: Η ΤΥΝΙΣ ΚΑΙ Η ΑΛΓΕΡΙΑ ΑΝΤΑΓΩΝΙΣΤΑΙ ΜΑΣ: [1180, 801, 1557, 820]
- story-text: ΒΑΣΙΓΚΤΩΝ, 17. (Ἰδ. ὑπηρ.).— Αἱ ἐμπορικαὶ συναλλαγαὶ τῆς Τουρκίας μὲ τὰς χώρας τοῦ σοβιετικοῦ συγκροτήματος ηὐξήθησαν κατὰ τὸ τελευταῖον ἑξάμηνον, κατὰ τὰ στοιχεῖα τοῦ ἀμερικανικοῦ ὑπουργείου Ἐμπορίου. Αἱ εἰσαγωγαὶ ἐξ Ἀνατολικῆς Γερμανίας καὶ Τσεχοσλοβακίας ἐσημείωσαν σημαντικὴν αὔξησιν, ἐνῷ αἱ ἐξαγωγαὶ καπνοῦ καὶ σιτηρῶν πρὸς τὰς χώρας αὐτὰς παρέμειναν εἰς τὸ αὐτὸ ἐπίπεδον.: [218, 884, 409, 1070]
- divider: [419, 1400, 588, 1401]
- story-text: ΝΕΑ ΥΟΡΚΗ, 17. (Ἀσσ. Πρὲς).— Ὁ καγκελλάριος τῆς Δυτικῆς Γερμανίας δρ. Ἀντενάουερ, ἐπέδωσε εἰς τὸ περιοδικὸν «Λούκ» συνέντευξιν, εἰς τὴν ὁποίαν δηλώνει ὅτι ἐὰν οἱ Σοσιαλισταὶ κερδίσουν τὰς ἐκλογὰς τῆς 15ης Σεπτεμβρίου, αἱ συνομιλίαι περὶ ἀφοπλισμοῦ θὰ ἀποτύχουν. Ὁ κ. Ἀντενάουερ εἶπεν ὅτι ἡ νίκη τῶν Σοσιαλιστῶν θὰ ἐσήμαινε τὴν ἀποχώρησιν τῆς Γερμανίας ἀπὸ τὸ ΝΑΤΟ καὶ τὴν διάλυσιν τῆς ἀτλαντικῆς ἀμύνης.: [596, 252, 781, 438]
- divider: [1177, 738, 1560, 739]
- story-text: ΣΕΡΡΑΙ, 17.— Τὴν 9.30 π.μ. θὰ γίνῃ εἰς τὴν αἴθουσαν τοῦ Δημαρχείου συνεδρίασις τοῦ δημοτικοῦ συμβουλίου διὰ τὴν ἐξέτασιν τῶν ζητημάτων ὑδρεύσεως τῆς πόλεως.: [596, 1214, 781, 1292]
- story-cars-body: [18, 695, 409, 831]
- olive-oil-body: [1177, 824, 1560, 1029]
- side-briefs: [981, 489, 1169, 962]
- comet-headline: Ο ΚΟΜΙΤΗΣ ΕΘΕΑΘΗ ΕΙΣ ΤΑΣ ΣΕΡΡΑΣ ΚΑΙ ΤΗΝ ΑΛΙΣΤΡΑΤΗΝ: [989, 489, 1168, 529]
- strike-finland-block: [18, 1582, 205, 1692]
- prov-head: ΑΠΟ ΤΗΝ ΞΑΝΘΗΝ: [790, 1226, 908, 1242]
- markezinis-headline: Ο κ. ΜΑΡΚΕΖΙΝΗΣ ΟΜΙΛΗΣΕΝ ΕΙΣ ΤΗΝ ΑΜΦΙΣΣΑΝ: [988, 584, 1169, 612]
- story-text: — Ὁ ὑπουργὸς τῶν Ἐξωτερικῶν τοῦ Μαρόκου ἐξέφρασε ὅτι ἡ χώρα του θὰ ὑποστηρίξῃ τὰς θέσεις τῶν ἀραβικῶν κρατῶν. — ΤΟ ΑΣΤΕΡΟΣΚΟΠΕΙΟΝ τῆς Γλασκώβης ἀνεκοίνωσεν ὅτι ὁ κομήτης εἶναι ὁρατός. — Ο ΣΕΙΣΜΟΓΡΑΦΟΣ τοῦ Κἐζ ἐκατέγραψε σεισμόν.: [1373, 1517, 1560, 1636]
- labour-news-headline: ΕΡΓ ΑΤΙΚΑΙ ΕΙΔΗΣΕΙΣ: [76, 1087, 351, 1117]
- story-text: ΛΟΣ ΑΝΤΖΕΛΕΣ, 17. (Ἀσσ. Πρὲς).— Εἰς τὸ δικαστήριον ἤχθη ἡ ὑπόθεσις τῆς ἐμπορίας «χαπιῶν» τὰ ὁποῖα, κατὰ τοὺς ἰσχυρισμοὺς τῶν πωλητῶν, τερματίζουν τὴν ἐγκυμοσύνην. Ἐπίσης ἐξετάζεται ἡ πώλησις φυτοῦ τὸ ὁποῖον φέρεται ὅτι δίδει «ὁρμάς». Αἱ ὁμοσπονδιακαὶ ἀρχαὶ κατηγοροῦν τοὺς ἐμπόρους διὰ ἀπάτην.: [1177, 514, 1560, 731]
- divider: [988, 839, 1169, 840]
- column-rule: [414, 35, 415, 2316]
- story-text: ΠΑΛΑΙΦΥΤΟΝ, 17.— Εἰς τὸ χωρίον μας ἐγκαινιάσθη τὸ νέον ἀγροτικὸν ἰατρεῖον.: [984, 1123, 1169, 1162]
- subhead-c: ΟΥΔΕΝ ΑΛΛΟ ΜΕΣΟΝ: [984, 252, 1118, 268]
- photo2-title: ΕΙΣ ΤΑΣ ΚΑΤΑΣΚΗΝΩΣΕΙΣ ΤΗΣ ΜΑΚΡΗΣ: [46, 1703, 381, 1723]
- story-text: Κατὰ τὸν σχέδιον, ἡ ἐκκλησία τῆς Παναγίας Βλαχερνῶν θὰ ἀναστηλωθῇ. Τὰ ἔξοδα θὰ καλύψουν τὸ Πατριαρχεῖον καὶ ἡ κοινότης. Ἐπίσης προβλέπεται ἡ ἐπισκευὴ τῶν σχολικῶν κτιρίων τοῦ Φαναρίου.: [419, 291, 588, 397]
- outdoor-class-photo-icon: [1178, 1673, 1559, 1909]
- port-police-headline: ΕΚΑΘΟΛΙΚΕΥΣΙΣ ΟΡΓΑΝΩΝ ΤΗΣ ΛΙΜΕΝΙΚΗΣ ΑΣΤΥΝΟΜΙΑΣ: [995, 844, 1163, 884]
- subhead-b: Ο ΡΟΛΟΣ ΤΟΥ Ν.Α.Τ.Ο.: [790, 365, 930, 381]
- story-text: Ἀναφερόμενος εἰς τὸ ζήτημα τῆς ἐπανενώσεως τῆς Γερμανίας, ὁ καγκελλάριος εἶπεν ὅτι δὲν ὑπάρχει ἄλλο μέσον εἰμὴ αἱ διαπραγματεύσεις ἐκ θέσεως ἰσχύος.: [984, 269, 1169, 349]
- divider: [988, 731, 1169, 732]
- story-text: ΑΘΗΝΑΙ, 17.— Τὸ προεδρεῖον τῆς Γ.Σ.Ε.Ε. συνῆλθε χθὲς καὶ ἠσχολήθη μὲ τὰ ζητήματα τῶν ἐργατοϋπαλλήλων. Ἀπεφασίσθη ὅπως ἐπιδοθῇ ὑπόμνημα εἰς τὸν ὑπουργὸν Ἐργασίας διὰ τὴν αὔξησιν τῶν ἡμερομισθίων καὶ τὴν ἐφαρμογὴν τοῦ 8ώρου. Ἐπίσης ἐξητάσθη τὸ θέμα τῆς ἀσφαλίσεως τῶν οἰκοδόμων εἰς τὸ Ι.Κ.Α. καὶ τῶν ἀδειῶν μετ᾽ ἀποδοχῶν.: [18, 1419, 209, 1566]
- story-text: Ἀπεφασίσθη ὅπως τὸ δημοτικὸν συμβούλιον ἀναθέσῃ τὴν κατεδάφισιν 21 παλαιῶν οἰκοδομῶν εἰς τὸ Γαλατᾶ. Αἱ οἰκίαι αὗται ἀνήκουν εἰς μειονοτικούς.: [419, 400, 588, 480]
- airforce-headline: ΠΡΟΣΚΛΗΣΙΣ ΣΤΡΑΤΕΥΣΙΜΩΝ ΑΕΡΟΠΟΡΙΑΣ: [652, 489, 917, 529]
- ships-subhead: ΤΟ ΔΑΝΕΙΟΝ ΤΩΝ ΤΕΣΣΑΡΩΝ ΕΚ. ΔΟΛΛΑΡΙΩΝ: [1182, 1101, 1554, 1118]
- photo1-title: ΕΚΠΑΙΔΕΥΣΙΣ ΤΩΝ ΑΓΡΟΤΟΝΕΑΝΙΔΩΝ: [48, 36, 379, 55]
- airforce-body: [596, 533, 973, 963]
- divider: [1177, 1645, 1560, 1646]
- wind-headline: Ο ΑΝΕΜΟΣ ΠΑΡΕΣΥΡΕ ΠΟΙΜΕΝΟΠΑΙΔΑ ΚΑΙ ΤΟΝ ΕΡΡΙΨΕΝ ΕΙΣ ΚΡΗΜΝΟΝ: [426, 1025, 581, 1065]
- pill-subhead: ΣΥΓΚΙΝΗΣΙΣ ΕΝ ΛΟΝΔΙΝΩ: [1400, 574, 1534, 587]
- story-text: ΒΟΛΟΣ, 17.— Ἕνας Πηλιορείτης μᾶς γράφει ὅτι ἐπιθυμεῖ νὰ ἀνταλλάξῃ τὸ ὄνομά του μὲ ἕν ραδιόφωνον.: [419, 1449, 588, 1502]
- story-text: ΑΘΗΝΑΙ, 17.— Τὴν 31ην Δεκεμβρίου λήγει ἡ σύμβασις τοῦ Δημοσίου μετὰ τῆς ἑταιρείας τοῦ Μονοπωλίου.: [419, 1284, 588, 1338]
- divider: [596, 968, 1169, 971]
- subhead-a: ΑΝ ΑΠΕΤΥΧΑΝΕΝ...: [596, 445, 717, 460]
- story-text: Ὁ σύνδεσμος τῆς ἐκθέσεως τῶν ἔργων τεχνῆς ἐδημοσίευσε τοὺς νικητὰς τοῦ διαγωνισμοῦ ζωγραφικῆς.: [419, 484, 588, 536]
- column-4: [1177, 35, 1560, 1957]
- prov-head: ΑΠΟ ΤΗΝ Ν. ΣΙΧΝΗΝ: [984, 1232, 1111, 1248]
- column-rule: [1173, 35, 1174, 2316]
- story-text: ΜΥΤΙΛΗΝΗ, 17.— Ὁ ὑπουργὸς Ἐμπορίου ἐδήλωσεν εἰς τὴν Μυτιλήνην ὅτι καταρτίζεται νομοσχέδιον διὰ τὴν καθιέρωσιν τῆς ἐλευθερίας ἐξαγωγῆς ἐλαιολάδου. Ὁ ὑπουργὸς ἐτόνισεν ὅτι ἡ Τύνις καὶ ἡ Ἀλγερία ἀποτελοῦν τοὺς κυριωτέρους ἀνταγωνιστάς μας εἰς τὰς ξένας ἀγοράς.: [1177, 824, 1363, 957]
- main-story-body: [596, 253, 1169, 476]
